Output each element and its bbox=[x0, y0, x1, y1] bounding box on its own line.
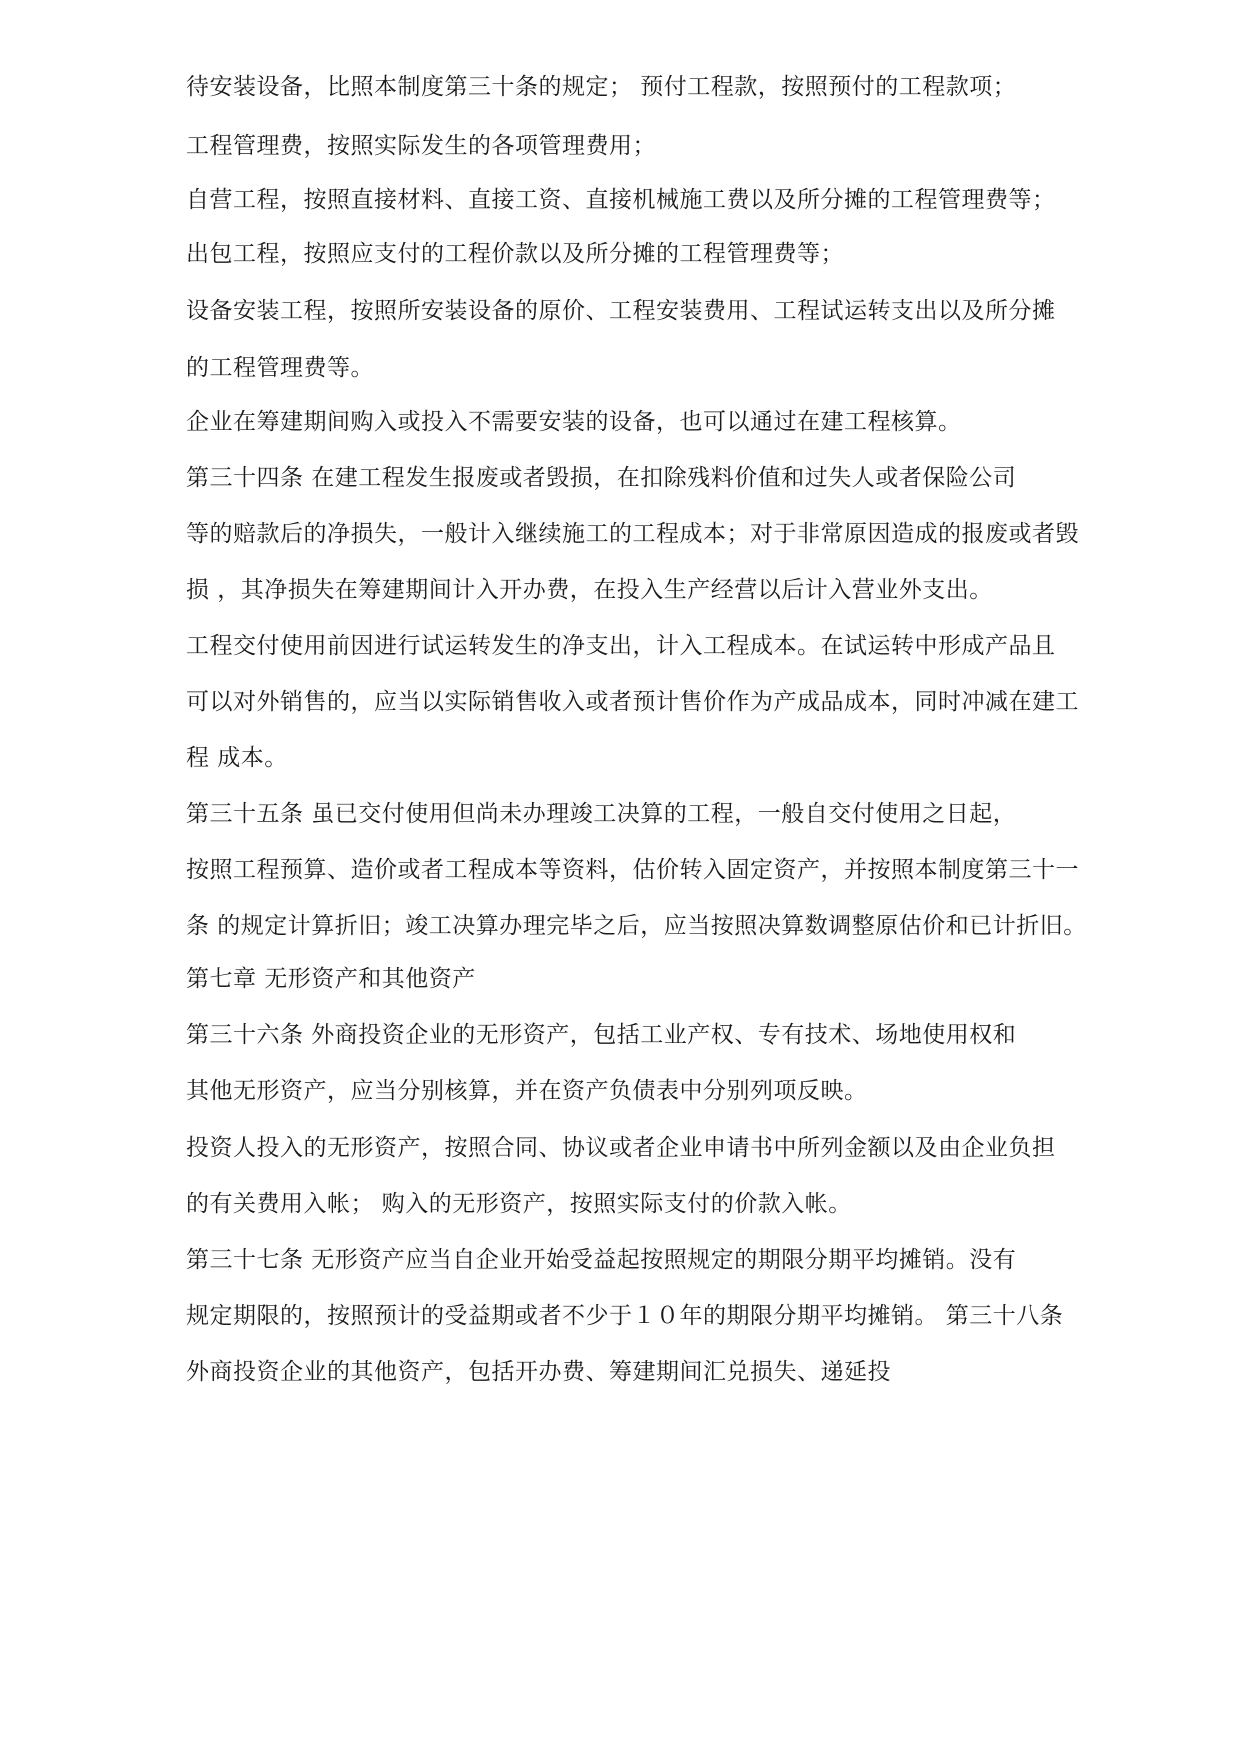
text-line: 第三十四条 在建工程发生报废或者毁损，在扣除残料价值和过失人或者保险公司 bbox=[186, 465, 1017, 491]
text-line: 投资人投入的无形资产，按照合同、协议或者企业申请书中所列金额以及由企业负担 bbox=[186, 1135, 1056, 1161]
text-line: 可以对外销售的，应当以实际销售收入或者预计售价作为产成品成本，同时冲减在建工 bbox=[186, 689, 1079, 715]
text-line: 条 的规定计算折旧；竣工决算办理完毕之后，应当按照决算数调整原估价和已计折旧。 bbox=[186, 913, 1087, 939]
text-line: 损 ，其净损失在筹建期间计入开办费，在投入生产经营以后计入营业外支出。 bbox=[186, 577, 993, 603]
text-line: 等的赔款后的净损失，一般计入继续施工的工程成本；对于非常原因造成的报废或者毁 bbox=[186, 521, 1079, 547]
text-line: 程 成本。 bbox=[186, 745, 288, 771]
text-line: 规定期限的，按照预计的受益期或者不少于１０年的期限分期平均摊销。 第三十八条 bbox=[186, 1303, 1064, 1329]
text-line: 的有关费用入帐； 购入的无形资产，按照实际支付的价款入帐。 bbox=[186, 1191, 852, 1217]
text-line: 工程交付使用前因进行试运转发生的净支出，计入工程成本。在试运转中形成产品且 bbox=[186, 633, 1056, 659]
text-line: 工程管理费，按照实际发生的各项管理费用； bbox=[186, 133, 656, 159]
text-line: 其他无形资产，应当分别核算，并在资产负债表中分别列项反映。 bbox=[186, 1078, 868, 1104]
chapter-heading: 第七章 无形资产和其他资产 bbox=[186, 966, 476, 992]
text-line: 待安装设备，比照本制度第三十条的规定； 预付工程款，按照预付的工程款项； bbox=[186, 74, 1017, 100]
text-line: 企业在筹建期间购入或投入不需要安装的设备，也可以通过在建工程核算。 bbox=[186, 409, 962, 435]
text-line: 出包工程，按照应支付的工程价款以及所分摊的工程管理费等； bbox=[186, 241, 844, 267]
text-line: 自营工程，按照直接材料、直接工资、直接机械施工费以及所分摊的工程管理费等； bbox=[186, 187, 1056, 213]
text-line: 设备安装工程，按照所安装设备的原价、工程安装费用、工程试运转支出以及所分摊 bbox=[186, 298, 1056, 324]
text-line: 按照工程预算、造价或者工程成本等资料，估价转入固定资产，并按照本制度第三十一 bbox=[186, 857, 1079, 883]
text-line: 第三十五条 虽已交付使用但尚未办理竣工决算的工程，一般自交付使用之日起， bbox=[186, 801, 1017, 827]
text-line: 第三十六条 外商投资企业的无形资产，包括工业产权、专有技术、场地使用权和 bbox=[186, 1022, 1017, 1048]
text-line: 的工程管理费等。 bbox=[186, 355, 374, 381]
text-line: 第三十七条 无形资产应当自企业开始受益起按照规定的期限分期平均摊销。没有 bbox=[186, 1247, 1017, 1273]
text-line: 外商投资企业的其他资产，包括开办费、筹建期间汇兑损失、递延投 bbox=[186, 1359, 891, 1385]
